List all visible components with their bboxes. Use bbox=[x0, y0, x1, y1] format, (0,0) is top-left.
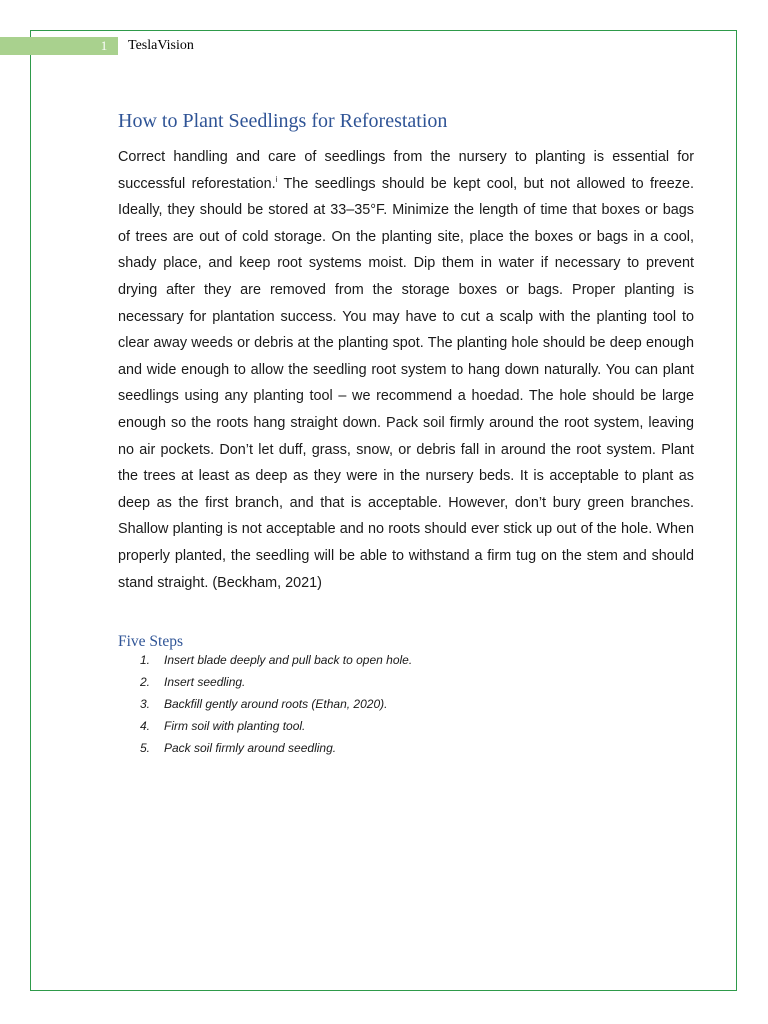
step-text: Insert blade deeply and pull back to open hole. bbox=[164, 653, 413, 667]
step-text: Insert seedling. bbox=[164, 675, 246, 689]
document-title: How to Plant Seedlings for Reforestation bbox=[118, 110, 448, 132]
body-text-part-1: Correct handling and care of seedlings from the nursery to planting is essential for successful reforestation. bbox=[118, 149, 694, 192]
list-item bbox=[118, 671, 678, 693]
page-number: 1 bbox=[100, 38, 108, 53]
list-item bbox=[118, 737, 678, 759]
step-number: 2. bbox=[140, 675, 151, 689]
steps-heading: Five Steps bbox=[118, 633, 184, 650]
body-text-part-2: The seedlings should be kept cool, but not allowed to freeze. Ideally, they should be stored at 33–35°F. Minimize the length of time that boxes or bags of trees are out of cold storage. On the planting site, place the boxes or bags in a cool, shady place, and keep root systems moist. Dip them in water if necessary to prevent drying after they are removed from the storage boxes or bags. Proper planting is necessary for plantation success. You may have to cut a scalp with the planting tool to clear away weeds or debris at the planting spot. The planting hole should be deep enough and wide enough to allow the seedling root system to hang down naturally. You can plant seedlings using any planting tool – we recommend a hoedad. The hole should be large enough so the roots hang straight down. Pack soil firmly around the root system, leaving no air pockets. Don’t let duff, grass, snow, or debris fall in around the root system. Plant the trees at least as deep as they were in the nursery beds. It is acceptable to plant as deep as the first branch, and that is acceptable. However, don’t bury green branches. Shallow planting is not acceptable and no roots should ever stick up out of the hole. When properly planted, the seedling will be able to withstand a firm tug on the stem and should stand straight. (Beckham, 2021) bbox=[118, 175, 695, 591]
steps-list bbox=[118, 649, 678, 759]
list-item bbox=[118, 693, 678, 715]
step-text: Backfill gently around roots (Ethan, 2020). bbox=[164, 697, 388, 711]
body-paragraph bbox=[118, 144, 694, 596]
step-text: Pack soil firmly around seedling. bbox=[164, 741, 337, 755]
step-number: 3. bbox=[140, 697, 151, 711]
step-text: Firm soil with planting tool. bbox=[164, 719, 306, 733]
header-title: TeslaVision bbox=[128, 38, 194, 53]
step-number: 1. bbox=[140, 653, 151, 667]
endnote-marker[interactable]: i bbox=[275, 174, 278, 184]
list-item bbox=[118, 715, 678, 737]
list-item bbox=[118, 649, 678, 671]
step-number: 5. bbox=[140, 741, 151, 755]
step-number: 4. bbox=[140, 719, 151, 733]
